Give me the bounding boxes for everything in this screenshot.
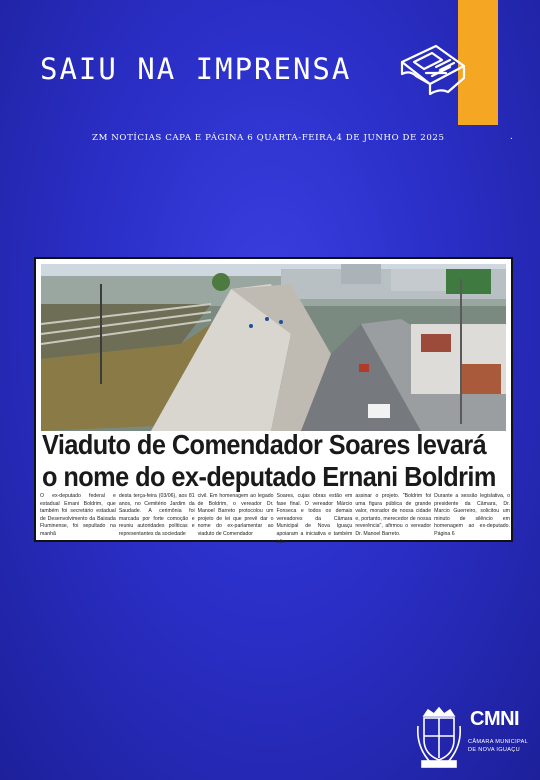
city-crest-icon — [414, 704, 464, 768]
org-line-2: DE NOVA IGUAÇU — [468, 747, 520, 753]
trailing-mark: . — [510, 131, 513, 142]
article-column-3: civil. Em homenagem ao legado de Boldrim, o vereador Dr. Manoel Barreto protocolou um projeto de lei que prevê dar o nome do ex-parlamentar ao viaduto de Comendador — [197, 493, 274, 537]
brand-logo: CMNI — [470, 708, 520, 730]
page-title: SAIU NA IMPRENSA — [40, 52, 352, 86]
footer-logos — [410, 700, 530, 770]
viaduct-photo-drawing — [41, 264, 506, 431]
article-columns — [40, 493, 510, 545]
newspaper-clipping — [34, 257, 513, 545]
article-column-4: Soares, cujas obras estão em fase final. O vereador Márcio Fonseca e todos os demais vereadores da Câmara Municipal de Nova Iguaçu apoiaram a iniciativa e também irão — [276, 493, 353, 545]
article-column-5: assinar o projeto. "Boldrim foi uma figura pública de grande valor, morador de nossa cidade e, portanto, merecedor de nossa reverência", afirmou o vereador Dr. Manoel Barreto. — [355, 493, 432, 537]
org-line-1: CÂMARA MUNICIPAL — [468, 739, 529, 745]
article-column-2: desta terça-feira (03/06), aos 81 anos, no Cemitério Jardim da Saudade. A cerimônia foi marcada por forte comoção e reuniu autoridades políticas e representantes da sociedade — [118, 493, 195, 537]
publication-info: ZM NOTÍCIAS CAPA E PÁGINA 6 QUARTA-FEIRA,4 DE JUNHO DE 2025 — [92, 133, 445, 143]
article-column-1: O ex-deputado federal e estadual Ernani Boldrim, que também foi secretário estadual de Desenvolvimento da Baixada Fluminense, foi sepultado na manhã — [40, 493, 116, 537]
headline-line-2: o nome do ex-deputado Ernani Boldrim — [42, 461, 496, 492]
organization-name — [468, 738, 528, 754]
viaduct-photo — [41, 264, 506, 431]
article-column-6: Durante a sessão legislativa, o presidente da Câmara, Dr. Marcio Guerreiro, solicitou um minuto de silêncio em homenagem ao ex-deputado. Página 6 — [434, 493, 510, 537]
newspaper-icon — [396, 40, 470, 104]
headline — [42, 429, 496, 493]
headline-line-1: Viaduto de Comendador Soares levará — [42, 429, 487, 460]
